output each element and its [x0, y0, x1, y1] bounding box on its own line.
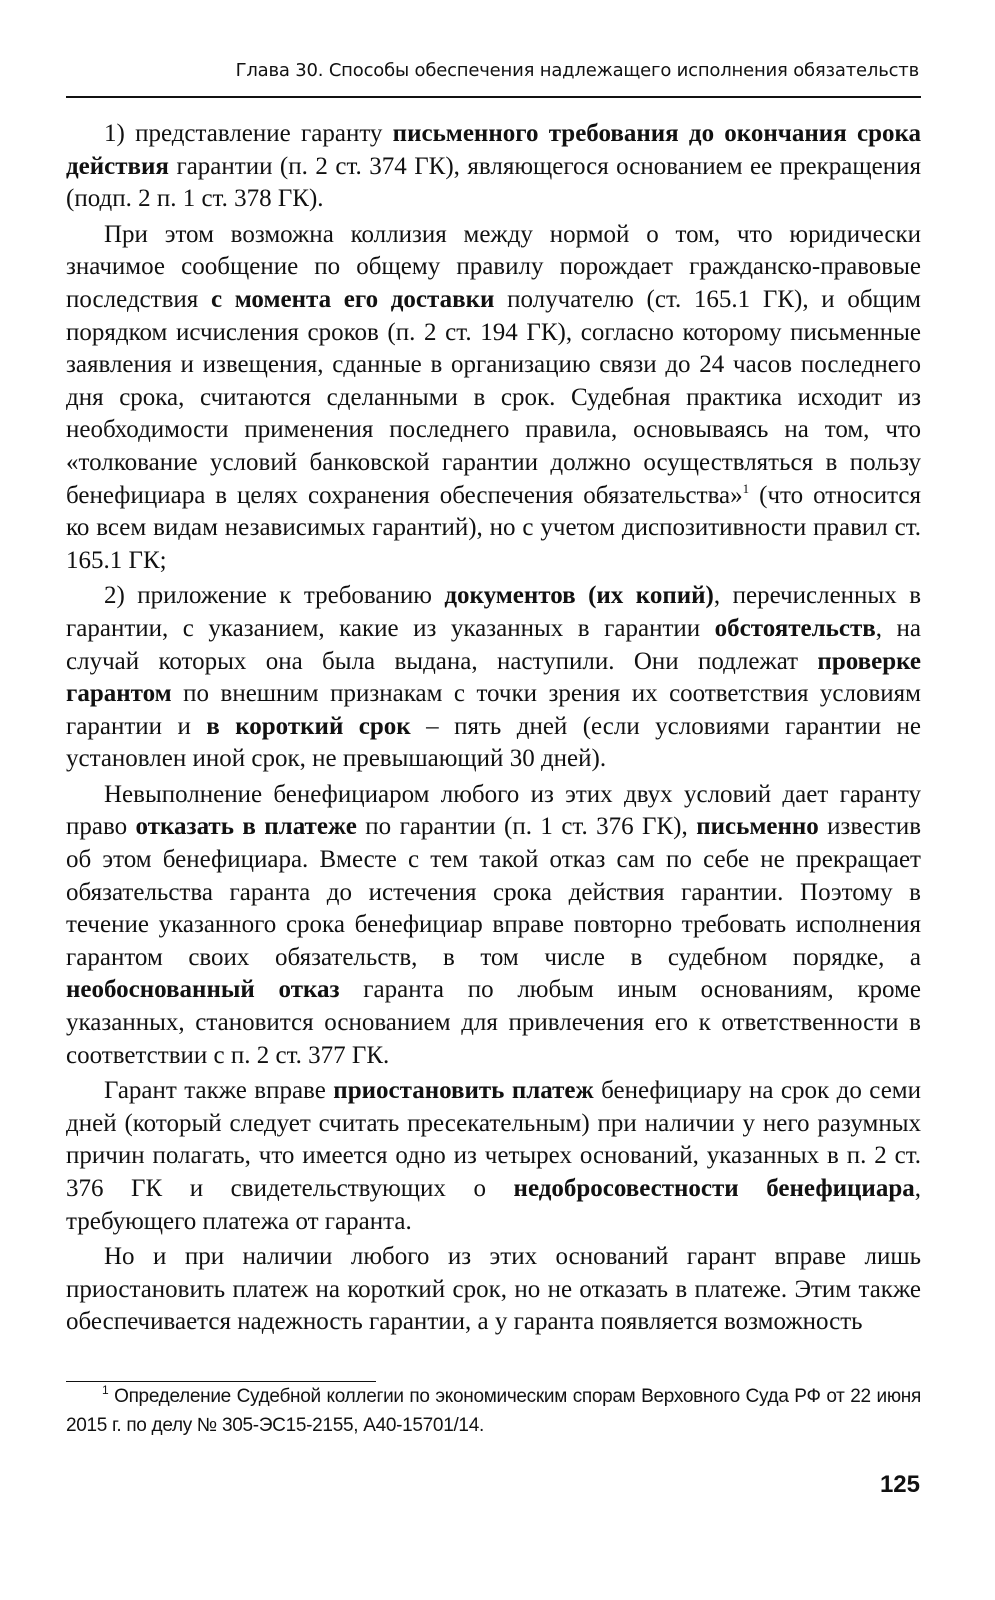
- footnote-reference: 1: [742, 480, 750, 496]
- running-title: Глава 30. Способы обеспечения надлежащего исполнения обязательств: [235, 60, 919, 81]
- text-run: При этом возможна коллизия между нормой о том, что юридически значимое сообщение по общему правилу порождает гражданско-правовые последствия: [66, 220, 921, 313]
- emphasis-text: приостановить платеж: [333, 1077, 594, 1105]
- paragraph: [66, 1241, 921, 1339]
- emphasis-text: в короткий срок: [206, 712, 411, 740]
- text-run: по гарантии (п. 1 ст. 376 ГК),: [356, 813, 697, 841]
- emphasis-text: отказать в платеже: [135, 813, 357, 841]
- text-run: , требующего платежа от гаранта.: [66, 1175, 921, 1235]
- emphasis-text: обстоятельств: [714, 614, 876, 642]
- paragraph: [66, 779, 921, 1072]
- text-run: , на случай которых она была выдана, наступили. Они подлежат: [66, 614, 921, 675]
- text-run: – пять дней (если условиями гарантии не установлен иной срок, не превышающий 30 дней).: [66, 712, 921, 773]
- emphasis-text: письменного требования до окончания срока действия: [66, 120, 921, 180]
- text-run: Невыполнение бенефициаром любого из этих двух условий дает гаранту право: [66, 780, 921, 841]
- main-text: [66, 118, 921, 1342]
- text-run: (что относится ко всем видам независимых гарантий), но с учетом диспозитивности правил ст. 165.1 ГК;: [66, 481, 921, 574]
- footnote-marker: 1: [102, 1383, 109, 1397]
- text-run: Гарант также вправе: [104, 1077, 334, 1105]
- text-run: бенефициару на срок до семи дней (который следует считать пресекательным) при наличии у него разумных причин полагать, что имеется одно из четырех оснований, указанных в п. 2 ст. 376 ГК и свидетельствующих о: [66, 1077, 921, 1202]
- footnote: [66, 1382, 921, 1440]
- footnote-text: Определение Судебной коллегии по экономическим спорам Верховного Суда РФ от 22 июня 2015 г. по делу № 305-ЭС15-2155, А40-15701/14.: [66, 1386, 921, 1436]
- text-run: Но и при наличии любого из этих оснований гарант вправе лишь приостановить платеж на короткий срок, но не отказать в платеже. Этим также обеспечивается надежность гарантии, а у гаранта появляется возможность: [66, 1243, 921, 1336]
- page-number: 125: [879, 1471, 920, 1498]
- text-run: 2) приложение к требованию: [104, 582, 445, 610]
- emphasis-text: проверке гарантом: [66, 647, 921, 708]
- text-run: , перечисленных в гарантии, с указанием, какие из указанных в гарантии: [66, 582, 921, 642]
- emphasis-text: письменно: [696, 813, 819, 841]
- emphasis-text: документов (их копий): [444, 582, 714, 610]
- text-run: известив об этом бенефициара. Вместе с тем такой отказ сам по себе не прекращает обязательства гаранта до истечения срока действия гарантии. Поэтому в течение указанного срока бенефициар вправе повторно требовать исполнения гарантом своих обязательств, в том числе в судебном порядке, а: [66, 813, 922, 971]
- text-run: по внешним признакам с точки зрения их соответствия условиям гарантии и: [66, 680, 921, 740]
- text-run: гаранта по любым иным основаниям, кроме указанных, становится основанием для привлечения его к ответственности в соответствии с п. 2 ст. 377 ГК.: [66, 976, 921, 1069]
- emphasis-text: недобросовестности бенефициара: [513, 1175, 915, 1202]
- emphasis-text: с момента его доставки: [210, 285, 495, 313]
- footnote-paragraph: [66, 1382, 921, 1440]
- paragraph: [66, 219, 921, 578]
- paragraph: [66, 580, 921, 776]
- paragraph: [66, 1075, 921, 1238]
- emphasis-text: необоснованный отказ: [66, 976, 340, 1004]
- text-run: получателю (ст. 165.1 ГК), и общим порядком исчисления сроков (п. 2 ст. 194 ГК), согласно которому письменные заявления и извещения, сданные в организацию связи до 24 часов последнего дня срока, считаются сделанными в срок. Судебная практика исходит из необходимости применения последнего правила, основываясь на том, что «толкование условий банковской гарантии должно осуществляться в пользу бенефициара в целях сохранения обеспечения обязательства»: [66, 285, 921, 509]
- paragraph: [66, 118, 921, 216]
- text-run: гарантии (п. 2 ст. 374 ГК), являющегося основанием ее прекращения (подп. 2 п. 1 ст. 378 ГК).: [66, 152, 921, 213]
- text-run: 1) представление гаранту: [104, 120, 393, 147]
- running-header: [66, 58, 921, 98]
